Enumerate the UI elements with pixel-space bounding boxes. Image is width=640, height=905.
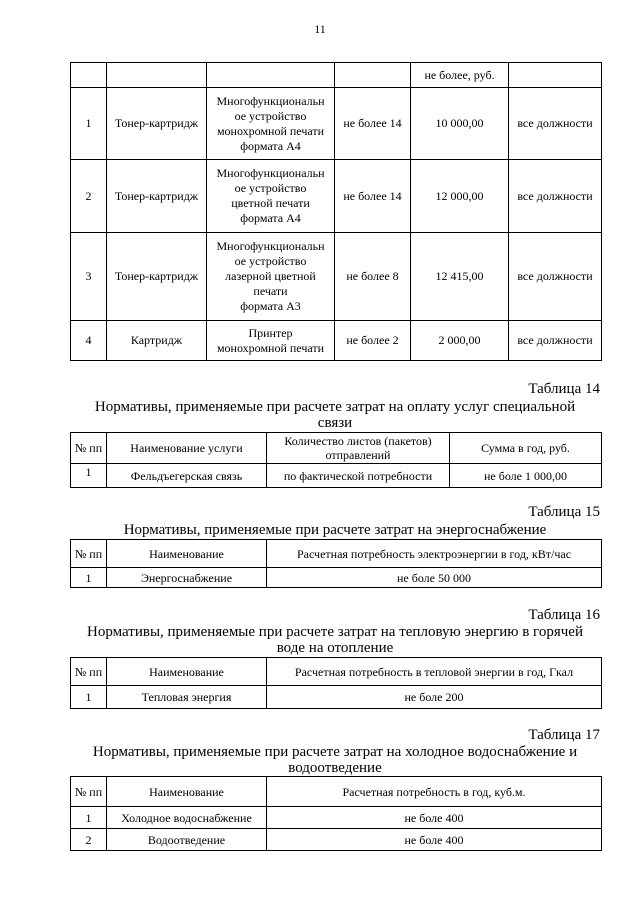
positions: все должности — [509, 88, 602, 160]
quantity: не более 14 — [335, 160, 411, 233]
price: 12 415,00 — [411, 233, 509, 321]
header-cell: № пп — [71, 540, 107, 568]
table17 — [70, 776, 602, 851]
row-number: 4 — [71, 321, 107, 361]
table14-label: Таблица 14 — [528, 381, 600, 397]
cell: по фактической потребности — [267, 464, 450, 488]
item-name: Тонер-картридж — [107, 88, 207, 160]
cell: не боле 400 — [267, 807, 602, 829]
item-name: Тонер-картридж — [107, 233, 207, 321]
table17-label: Таблица 17 — [528, 727, 600, 743]
table15-title: Нормативы, применяемые при расчете затрат на энергоснабжение — [123, 522, 547, 538]
row-number: 1 — [71, 464, 107, 488]
positions: все должности — [509, 233, 602, 321]
header-cell: Расчетная потребность в год, куб.м. — [267, 777, 602, 807]
positions: все должности — [509, 321, 602, 361]
header-cell — [107, 63, 207, 88]
header-cell — [207, 63, 335, 88]
header-cell: № пп — [71, 777, 107, 807]
table-row — [71, 686, 602, 709]
row-number: 2 — [71, 829, 107, 851]
cartridge-table — [70, 62, 602, 361]
row-number: 3 — [71, 233, 107, 321]
device-description: Принтер монохромной печати — [207, 321, 335, 361]
row-number: 1 — [71, 88, 107, 160]
header-cell: Наименование — [107, 777, 267, 807]
header-cell: Расчетная потребность электроэнергии в год, кВт/час — [267, 540, 602, 568]
positions: все должности — [509, 160, 602, 233]
header-cell: Наименование — [107, 540, 267, 568]
cell: не боле 200 — [267, 686, 602, 709]
table-header-row — [71, 433, 602, 464]
price: 10 000,00 — [411, 88, 509, 160]
price: 2 000,00 — [411, 321, 509, 361]
cell: Энергоснабжение — [107, 568, 267, 588]
table-row — [71, 829, 602, 851]
row-number: 1 — [71, 686, 107, 709]
item-name: Картридж — [107, 321, 207, 361]
header-cell: Расчетная потребность в тепловой энергии в год, Гкал — [267, 658, 602, 686]
header-cell: Наименование — [107, 658, 267, 686]
cell: Водоотведение — [107, 829, 267, 851]
table14 — [70, 432, 602, 488]
quantity: не более 2 — [335, 321, 411, 361]
header-cell — [509, 63, 602, 88]
table-row — [71, 233, 602, 321]
table-header-row — [71, 777, 602, 807]
table16 — [70, 657, 602, 709]
cell: не боле 1 000,00 — [450, 464, 602, 488]
table-row — [71, 568, 602, 588]
header-cell: Количество листов (пакетов) отправлений — [267, 433, 450, 464]
row-number: 2 — [71, 160, 107, 233]
device-description: Многофункциональн ое устройство монохромной печати формата А4 — [207, 88, 335, 160]
quantity: не более 8 — [335, 233, 411, 321]
table14-title: Нормативы, применяемые при расчете затрат на оплату услуг специальной связи — [94, 399, 576, 431]
device-description: Многофункциональн ое устройство лазерной цветной печати формата А3 — [207, 233, 335, 321]
table-header-row — [71, 63, 602, 88]
device-description: Многофункциональн ое устройство цветной печати формата А4 — [207, 160, 335, 233]
cell: Холодное водоснабжение — [107, 807, 267, 829]
cell: не боле 400 — [267, 829, 602, 851]
cell: Тепловая энергия — [107, 686, 267, 709]
header-cell — [71, 63, 107, 88]
row-number: 1 — [71, 807, 107, 829]
price: 12 000,00 — [411, 160, 509, 233]
cell: не боле 50 000 — [267, 568, 602, 588]
header-cell: не более, руб. — [411, 63, 509, 88]
table15 — [70, 539, 602, 588]
table16-label: Таблица 16 — [528, 607, 600, 623]
table17-title: Нормативы, применяемые при расчете затрат на холодное водоснабжение и водоотведение — [92, 744, 578, 776]
table-row — [71, 321, 602, 361]
page-number: 11 — [314, 22, 326, 36]
table15-label: Таблица 15 — [528, 504, 600, 520]
table-row — [71, 88, 602, 160]
table-row — [71, 807, 602, 829]
cell: Фельдъегерская связь — [107, 464, 267, 488]
header-cell: № пп — [71, 658, 107, 686]
header-cell — [335, 63, 411, 88]
row-number: 1 — [71, 568, 107, 588]
table-header-row — [71, 540, 602, 568]
table-row — [71, 464, 602, 488]
table16-title: Нормативы, применяемые при расчете затрат на тепловую энергию в горячей воде на отопление — [87, 624, 583, 656]
header-cell: № пп — [71, 433, 107, 464]
header-cell: Наименование услуги — [107, 433, 267, 464]
table-row — [71, 160, 602, 233]
item-name: Тонер-картридж — [107, 160, 207, 233]
quantity: не более 14 — [335, 88, 411, 160]
table-header-row — [71, 658, 602, 686]
header-cell: Сумма в год, руб. — [450, 433, 602, 464]
